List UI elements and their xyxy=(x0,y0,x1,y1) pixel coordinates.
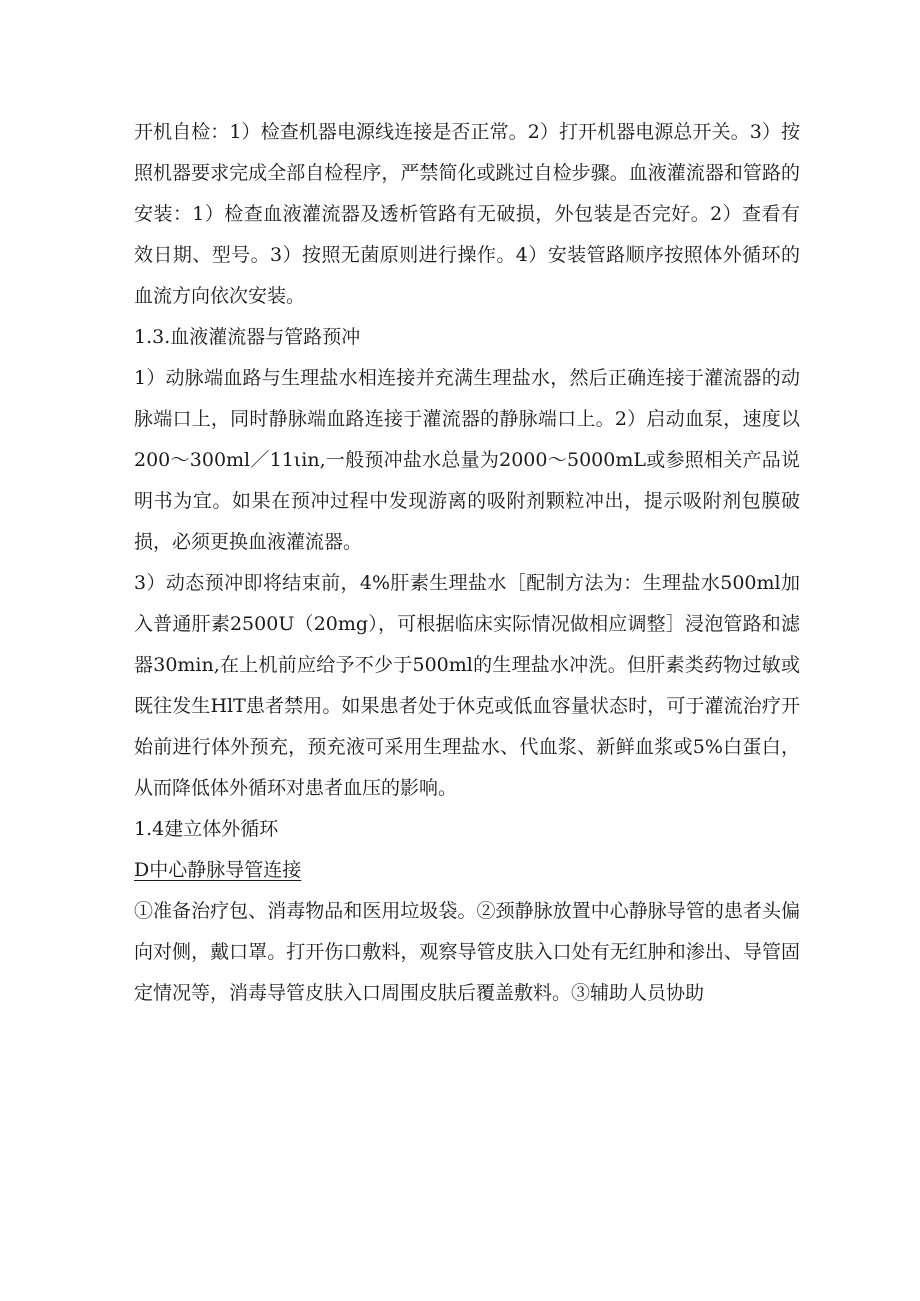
section-heading-1-4: 1.4建立体外循环 xyxy=(134,818,279,840)
subheading-central-venous-catheter: D中心静脉导管连接 xyxy=(134,859,302,881)
paragraph-catheter-connection: ①准备治疗包、消毒物品和医用垃圾袋。②颈静脉放置中心静脉导管的患者头偏向对侧，戴口罩。打开伤口敷料，观察导管皮肤入口处有无红肿和渗出、导管固定情况等，消毒导管皮肤入口周围皮肤后覆盖敷料。③辅助人员协助 xyxy=(134,900,800,1004)
paragraph-dynamic-priming: 3）动态预冲即将结束前，4%肝素生理盐水［配制方法为：生理盐水500ml加入普通肝素2500U（20mg），可根据临床实际情况做相应调整］浸泡管路和滤器30min,在上机前应给予不少于500ml的生理盐水冲洗。但肝素类药物过敏或既往发生HlT患者禁用。如果患者处于休克或低血容量状态时，可于灌流治疗开始前进行体外预充，预充液可采用生理盐水、代血浆、新鲜血浆或5%白蛋白，从而降低体外循环对患者血压的影响。 xyxy=(134,572,800,799)
section-heading-1-3: 1.3.血液灌流器与管路预冲 xyxy=(134,326,361,348)
paragraph-machine-self-check: 开机自检：1）检查机器电源线连接是否正常。2）打开机器电源总开关。3）按照机器要求完成全部自检程序，严禁简化或跳过自检步骤。血液灌流器和管路的安装：1）检查血液灌流器及透析管路有无破损，外包装是否完好。2）查看有效日期、型号。3）按照无菌原则进行操作。4）安装管路顺序按照体外循环的血流方向依次安装。 xyxy=(134,121,800,307)
paragraph-priming-steps: 1）动脉端血路与生理盐水相连接并充满生理盐水，然后正确连接于灌流器的动脉端口上，同时静脉端血路连接于灌流器的静脉端口上。2）启动血泵，速度以200～300ml／11ιin,一般预冲盐水总量为2000～5000mL或参照相关产品说明书为宜。如果在预冲过程中发现游离的吸附剂颗粒冲出，提示吸附剂包膜破损，必须更换血液灌流器。 xyxy=(134,367,800,553)
